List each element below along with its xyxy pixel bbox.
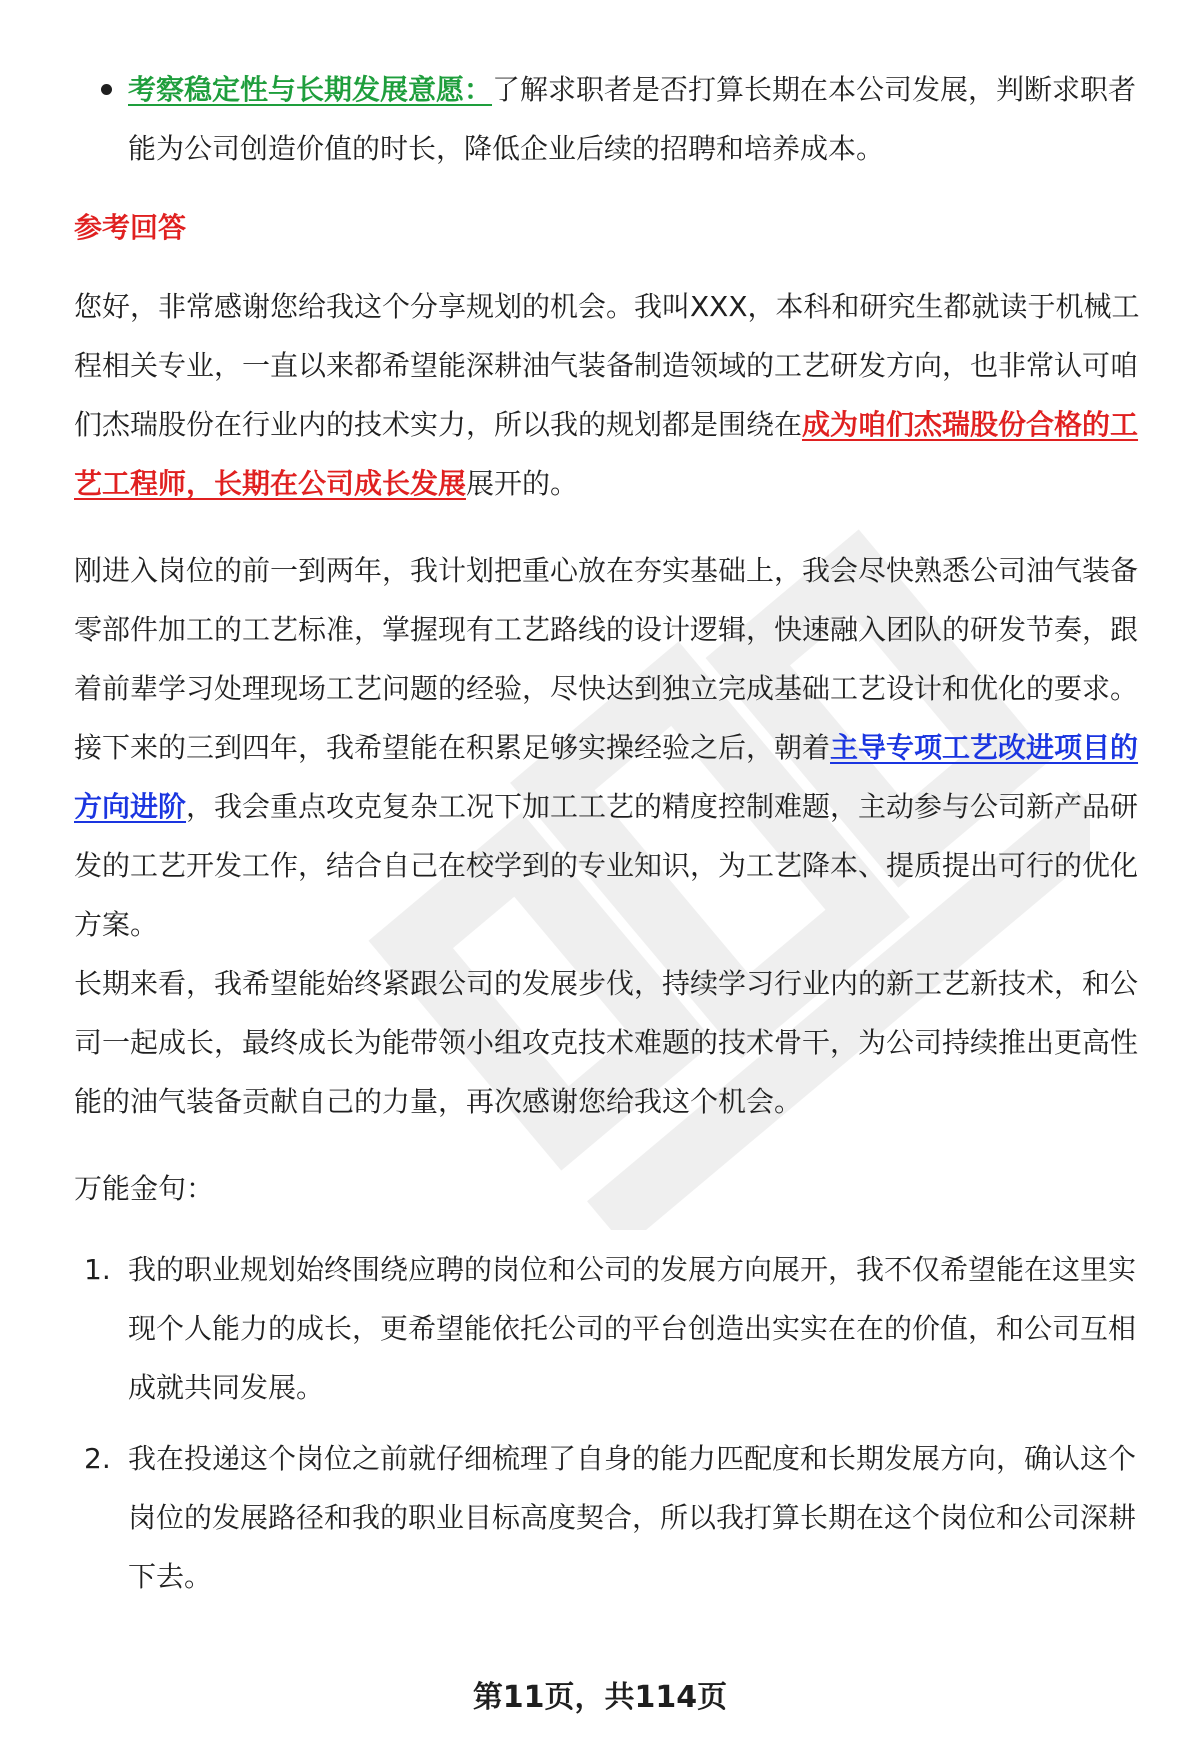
golden-item (74, 1429, 1146, 1606)
intro-highlight: 成为咱们杰瑞股份合格的工艺工程师，长期在公司成长发展 (74, 408, 1139, 500)
golden-item (74, 1240, 1146, 1417)
answer-heading: 参考回答 (74, 211, 187, 244)
bullet-item (74, 60, 1146, 178)
bullet-title: 考察稳定性与长期发展意愿： (128, 73, 493, 106)
golden-item-text: 我在投递这个岗位之前就仔细梳理了自身的能力匹配度和长期发展方向，确认这个岗位的发展路径和我的职业目标高度契合，所以我打算长期在这个岗位和公司深耕下去。 (128, 1442, 1137, 1593)
bullet-dot-icon (101, 84, 112, 95)
page-number-footer: 第11页，共114页 (472, 1680, 728, 1715)
paragraph-intro (74, 277, 1146, 513)
paragraph-short-term: 刚进入岗位的前一到两年，我计划把重心放在夯实基础上，我会尽快熟悉公司油气装备零部件加工的工艺标准，掌握现有工艺路线的设计逻辑，快速融入团队的研发节奏，跟着前辈学习处理现场工艺问题的经验，尽快达到独立完成基础工艺设计和优化的要求。 (74, 554, 1139, 705)
mid-term-text: 接下来的三到四年，我希望能在积累足够实操经验之后，朝着 (74, 731, 831, 764)
document-body (74, 60, 1146, 1606)
golden-label: 万能金句： (74, 1172, 215, 1205)
golden-item-text: 我的职业规划始终围绕应聘的岗位和公司的发展方向展开，我不仅希望能在这里实现个人能力的成长，更希望能依托公司的平台创造出实实在在的价值，和公司互相成就共同发展。 (128, 1253, 1137, 1404)
mid-term-text-end: ，我会重点攻克复杂工况下加工工艺的精度控制难题，主动参与公司新产品研发的工艺开发工作，结合自己在校学到的专业知识，为工艺降本、提质提出可行的优化方案。 (74, 790, 1139, 941)
bullet-text: 了解求职者是否打算长期在本公司发展，判断求职者能为公司创造价值的时长，降低企业后续的招聘和培养成本。 (128, 73, 1137, 165)
mid-term-highlight: 主导专项工艺改进项目的方向进阶 (74, 731, 1139, 823)
golden-item-number: 1. (84, 1253, 111, 1286)
intro-text-end: 展开的。 (466, 467, 579, 500)
paragraph-long-term: 长期来看，我希望能始终紧跟公司的发展步伐，持续学习行业内的新工艺新技术，和公司一起成长，最终成长为能带领小组攻克技术难题的技术骨干，为公司持续推出更高性能的油气装备贡献自己的力量，再次感谢您给我这个机会。 (74, 967, 1139, 1118)
paragraph-mid-term (74, 718, 1146, 954)
golden-item-number: 2. (84, 1442, 111, 1475)
intro-text: 您好，非常感谢您给我这个分享规划的机会。我叫XXX，本科和研究生都就读于机械工程相关专业，一直以来都希望能深耕油气装备制造领域的工艺研发方向，也非常认可咱们杰瑞股份在行业内的技术实力，所以我的规划都是围绕在 (74, 290, 1140, 441)
